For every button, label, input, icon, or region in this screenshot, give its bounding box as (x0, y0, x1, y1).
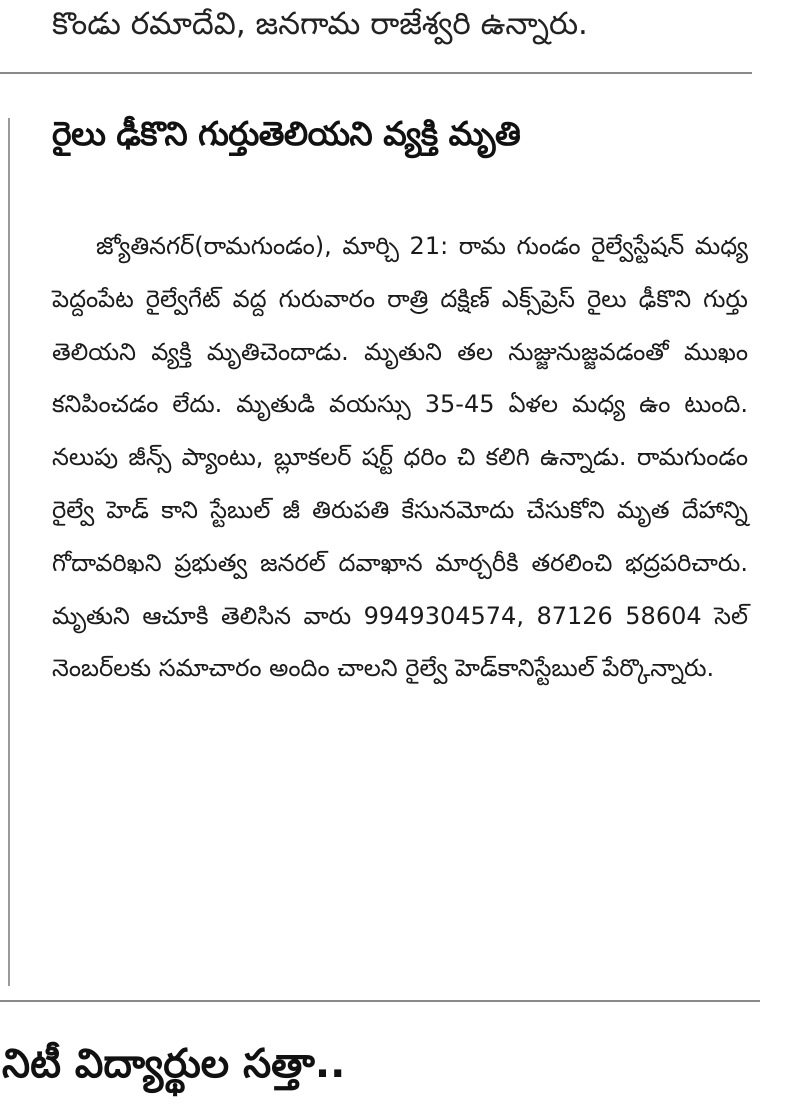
next-article-headline: నిటీ విద్యార్థుల సత్తా.. (2, 1041, 346, 1087)
article-headline: రైలు ఢీకొని గుర్తుతెలియని వ్యక్తి మృతి (52, 114, 521, 153)
previous-article-tail-line: కొండు రమాదేవి, జనగామ రాజేశ్వరి ఉన్నారు. (52, 6, 588, 42)
column-divider-top (0, 72, 752, 74)
column-divider-bottom (0, 1000, 760, 1002)
column-side-rule (8, 118, 10, 986)
article-body: జ్యోతినగర్(రామగుండం), మార్చి 21: రామ గుండం రైల్వేస్టేషన్ మధ్య పెద్దంపేట రైల్వేగేట్ వద్ద గురువారం రాత్రి దక్షిణ్ ఎక్స్‌ప్రెస్ రైలు ఢీకొని గుర్తు తెలియని వ్యక్తి మృతిచెందాడు. మృతుని తల నుజ్జునుజ్జవడంతో ముఖం కనిపించడం లేదు. మృతుడి వయస్సు 35-45 ఏళల మధ్య ఉం టుంది. నలుపు జీన్స్ ప్యాంటు, బ్లూకలర్ షర్ట్ ధరిం చి కలిగి ఉన్నాడు. రామగుండం రైల్వే హెడ్ కాని స్టేబుల్ జీ తిరుపతి కేసునమోదు చేసుకోని మృత దేహాన్ని గోదావరిఖని ప్రభుత్వ జనరల్ దవాఖాన మార్చరీకి తరలించి భద్రపరిచారు. మృతుని ఆచూకి తెలిసిన వారు 9949304574, 87126 58604 సెల్ నెంబర్‌లకు సమాచారం అందిం చాలని రైల్వే హెడ్‌కానిస్టేబుల్ పేర్కొన్నారు. (52, 232, 748, 683)
